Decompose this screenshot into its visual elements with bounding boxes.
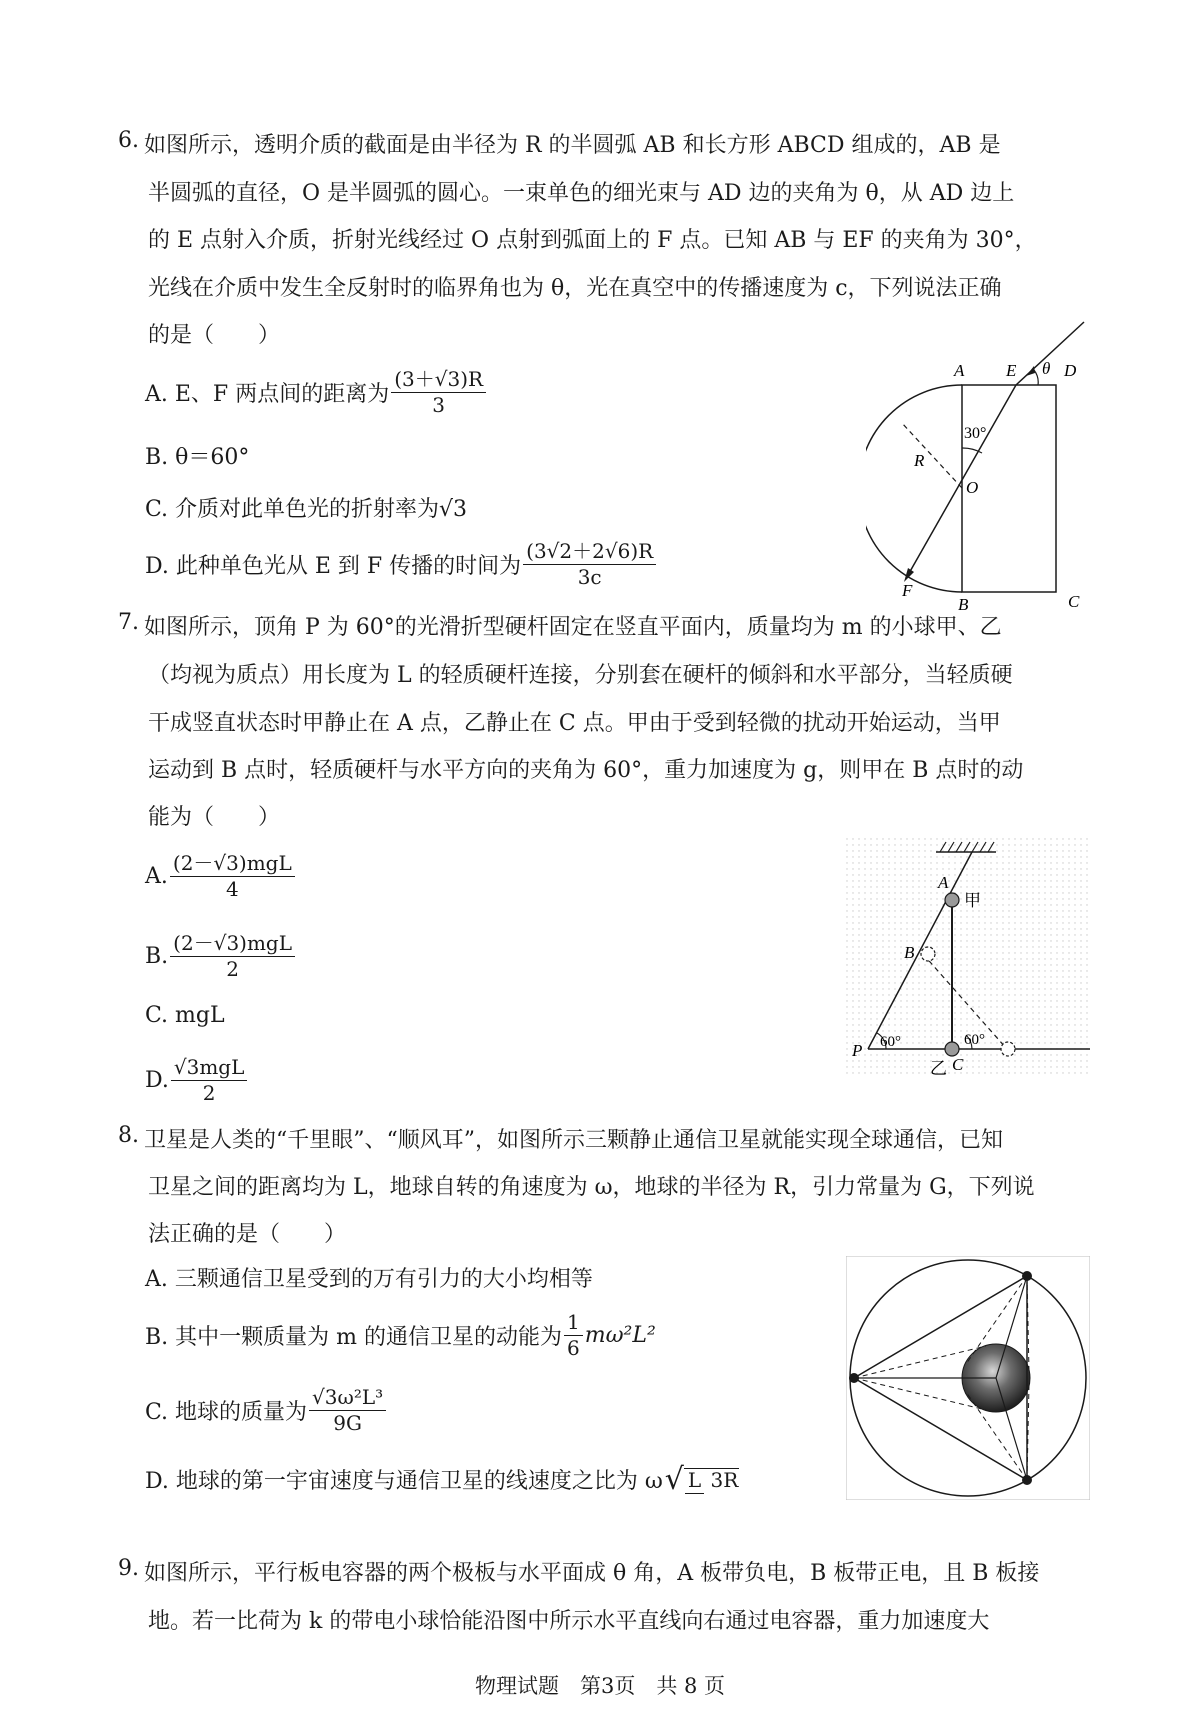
option-d[interactable]: D. 地球的第一宇宙速度与通信卫星的线速度之比为 ω √ L 3R: [145, 1462, 739, 1497]
option-b[interactable]: B. $\frac{\text{(2－√3)mgL}}{2}$: [145, 932, 297, 981]
option-b[interactable]: B. 其中一颗质量为 m 的通信卫星的动能为 $\frac{1}{6}$ mω²L²: [145, 1310, 656, 1360]
label-e: E: [1006, 361, 1017, 380]
label-o: O: [966, 478, 979, 497]
option-b[interactable]: B. θ＝60°: [145, 445, 250, 470]
label-c: C: [1068, 592, 1080, 611]
question-text: （均视为质点）用长度为 L 的轻质硬杆连接，分别套在硬杆的倾斜和水平部分，当轻质硬: [148, 663, 1013, 688]
fraction: $\frac{(3√2+2√6)R}{3c}$: [523, 540, 656, 589]
option-c[interactable]: C. 地球的质量为 $\frac{\text{√3ω²L³}}{9G}$: [145, 1386, 388, 1435]
label-theta: θ: [1042, 359, 1051, 378]
rod-diagram: [846, 838, 1090, 1078]
label-angle: 30°: [964, 425, 987, 442]
option-a[interactable]: A. 三颗通信卫星受到的万有引力的大小均相等: [145, 1267, 593, 1292]
label-c: C: [952, 1055, 964, 1074]
question-number: 7.: [118, 610, 139, 635]
option-a[interactable]: A. E、F 两点间的距离为 $\frac{(3+√3)R}{3}$: [145, 368, 488, 417]
fraction: $\frac{\text{√3ω²L³}}{9G}$: [309, 1386, 386, 1435]
question-text: 如图所示，顶角 P 为 60°的光滑折型硬杆固定在竖直平面内，质量均为 m 的小球甲、乙: [144, 615, 1002, 640]
question-text: 干成竖直状态时甲静止在 A 点，乙静止在 C 点。甲由于受到轻微的扰动开始运动，当甲: [148, 711, 1001, 736]
question-text: 法正确的是（ ）: [148, 1222, 347, 1247]
satellite-diagram: [846, 1256, 1090, 1500]
question-text: 能为（ ）: [148, 805, 281, 830]
label-r: R: [914, 451, 925, 470]
label-a: A: [938, 873, 949, 892]
question-number: 9.: [118, 1556, 139, 1581]
label-yi: 乙: [930, 1059, 947, 1078]
question-text: 光线在介质中发生全反射时的临界角也为 θ，光在真空中的传播速度为 c，下列说法正确: [148, 276, 1002, 301]
question-text: 半圆弧的直径，O 是半圆弧的圆心。一束单色的细光束与 AD 边的夹角为 θ，从 AD 边上: [148, 181, 1015, 206]
option-a[interactable]: A. $\frac{\text{(2－√3)mgL}}{4}$: [145, 852, 297, 901]
fraction: $\frac{\text{√3mgL}}{2}$: [171, 1056, 248, 1105]
fraction: $\frac{\text{(2－√3)mgL}}{4}$: [170, 852, 295, 901]
option-d[interactable]: D. 此种单色光从 E 到 F 传播的时间为 $\frac{(3√2+2√6)R}{3c}$: [145, 540, 658, 589]
optics-diagram: [866, 320, 1090, 614]
question-text: 的 E 点射入介质，折射光线经过 O 点射到弧面上的 F 点。已知 AB 与 EF 的夹角为 30°，: [148, 228, 1037, 253]
question-text: 地。若一比荷为 k 的带电小球恰能沿图中所示水平直线向右通过电容器，重力加速度大: [148, 1609, 990, 1634]
label-b: B: [904, 943, 915, 962]
label-angle-c: 60°: [964, 1032, 985, 1048]
page-footer: 物理试题 第3页 共 8 页: [474, 1674, 726, 1698]
question-text: 的是（ ）: [148, 323, 281, 348]
fraction: $\frac{1}{6}$: [564, 1311, 583, 1360]
question-text: 运动到 B 点时，轻质硬杆与水平方向的夹角为 60°，重力加速度为 g，则甲在 B 点时的动: [148, 758, 1024, 783]
option-c[interactable]: C. mgL: [145, 1003, 225, 1028]
label-p: P: [852, 1041, 863, 1060]
question-text: 卫星是人类的“千里眼”、“顺风耳”，如图所示三颗静止通信卫星就能实现全球通信，已知: [144, 1128, 1003, 1153]
question-number: 6.: [118, 128, 139, 153]
label-f: F: [902, 581, 913, 600]
question-text: 卫星之间的距离均为 L，地球自转的角速度为 ω，地球的半径为 R，引力常量为 G，下列说: [148, 1175, 1035, 1200]
label-angle-p: 60°: [880, 1034, 901, 1050]
label-a: A: [954, 361, 965, 380]
option-d[interactable]: D. $\frac{\text{√3mgL}}{2}$: [145, 1056, 249, 1105]
question-text: 如图所示，平行板电容器的两个极板与水平面成 θ 角，A 板带负电，B 板带正电，且 B 板接: [144, 1561, 1040, 1586]
label-d: D: [1064, 361, 1077, 380]
question-number: 8.: [118, 1123, 139, 1148]
fraction: $\frac{\text{(2－√3)mgL}}{2}$: [170, 932, 295, 981]
label-jia: 甲: [964, 891, 981, 911]
sqrt-sign: √: [664, 1462, 684, 1497]
fraction: $\frac{(3+√3)R}{3}$: [391, 368, 486, 417]
label-b: B: [958, 595, 969, 614]
question-text: 如图所示，透明介质的截面是由半径为 R 的半圆弧 AB 和长方形 ABCD 组成的，AB 是: [144, 133, 1001, 158]
fraction: L 3R: [684, 1468, 739, 1492]
option-c[interactable]: C. 介质对此单色光的折射率为√3: [145, 497, 468, 522]
